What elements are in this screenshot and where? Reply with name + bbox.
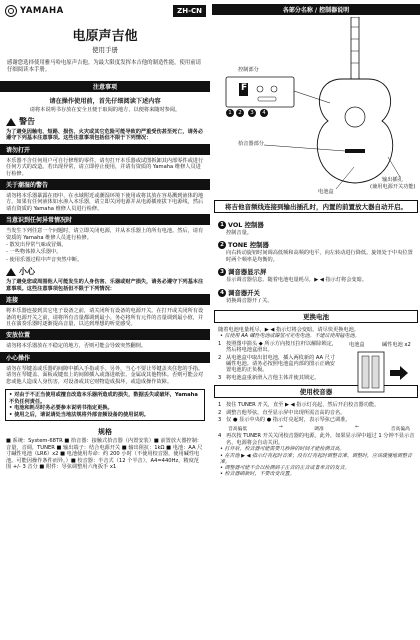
- safety-band: 注意事项: [0, 81, 210, 92]
- notice-item: • 对由于不正当使用或擅自改造本乐器所造成的损失，数据丢失或破坏，Yamaha 不负任何责任。: [9, 391, 198, 405]
- parts-intro: 将吉他音频线连接到输出插孔时，内置的前置放大器自动开启。: [214, 200, 418, 213]
- item-number: 2: [218, 241, 226, 249]
- guitar-diagram: [212, 17, 420, 197]
- item-text: 显示调音器信息。随着电池电量耗尽，▶ ◀ 指示灯将会变暗。: [226, 277, 367, 284]
- control-item-tuner: [212, 284, 420, 297]
- battery-box-label: 电池盒: [349, 341, 365, 348]
- scale-arrow-left: ←: [355, 425, 360, 431]
- tuning-scale: [212, 423, 420, 432]
- section-band: 关于潮湿的警告: [0, 179, 210, 190]
- step-text: 再次按 TUNER 开关关闭校音器的电源。此外，如果显示屏中超过 1 分钟不显示音名，电源将会自动关闭。: [226, 433, 415, 446]
- guitar-illustration: [212, 17, 420, 197]
- language-tag: ZH-CN: [173, 5, 206, 17]
- item-title: 调音器开关: [228, 288, 260, 297]
- control-section-label: 控制部分: [238, 67, 259, 73]
- item-number: 4: [218, 289, 226, 297]
- marker-2: 2: [236, 109, 244, 117]
- step-text: 将电池盒重新滑入吉他主体并使其锁定。: [226, 374, 320, 381]
- step-number: 2: [218, 409, 222, 416]
- caution-heading: [0, 263, 210, 277]
- step-text: 从电池盒中取出旧电池，插入两枚新的 AA 尺寸碱性电池。请务必按照电池盒内部的图示正确安置电池的正负极。: [226, 354, 336, 374]
- tuner-step: [212, 416, 420, 423]
- bullet-item: - 一些物体掉入乐器中。: [6, 249, 62, 256]
- item-title: VOL 控制器: [228, 221, 264, 229]
- tuner-note: • 校音器刷新时，不要改变设置。: [220, 471, 295, 478]
- scale-low: 音高偏低: [228, 427, 248, 433]
- tuner-band: 使用校音器: [214, 385, 418, 398]
- battery-step: [212, 374, 342, 381]
- step-number: 4: [218, 433, 222, 440]
- step-text: 调整吉他琴弦，直至显示屏中出现所需音高的音名。: [226, 409, 346, 416]
- jack-socket-label: 输出插孔: [382, 177, 403, 183]
- safety-box-title: 请在操作使用前，首先仔细阅读下述内容: [49, 98, 161, 105]
- control-item-tone: [212, 236, 420, 249]
- step-number: 1: [218, 402, 222, 409]
- section-band: 小心操作: [0, 352, 210, 363]
- scale-in-tune: 调准: [314, 427, 324, 433]
- battery-band: 更换电池: [214, 310, 418, 323]
- left-column: [0, 0, 210, 470]
- tuner-step: [212, 409, 420, 416]
- section-band: 请勿打开: [0, 144, 210, 155]
- notice-box: [5, 389, 205, 421]
- marker-4: 4: [260, 109, 268, 117]
- step-text: 按照图中箭头 ◆ 所示方向按压拉杆以解除锁定，然后将电池盒滑出。: [226, 340, 338, 354]
- section-text: 请勿在琴键盖或乐器的间隙中插入手指或手。另外，当心不要让琴键盖夹住您的手指。请勿在琴键盖、面板或键盘上的间隙插入或落进纸张、金属或其他物体。否则可能会对您或他人造成人身伤害，对设备或其它财物造成损坏，或造成操作故障。: [6, 365, 204, 385]
- header: [0, 0, 210, 19]
- step-number: 1: [218, 340, 222, 347]
- battery-step: [212, 354, 342, 374]
- page-title: 电原声吉他: [72, 29, 138, 44]
- tuner-note: • 调整器可能不会以检测到子正音的正音或者单音的发音。: [220, 465, 350, 472]
- item-text: 向右转动旋钮时间调高低频和高频的电平，向左转动进行降低。旋钮处于中央位置时两个频率是均衡的。: [226, 250, 413, 263]
- warning-lead: 为了避免因触电、短路、损伤、火灾或其它危险可能导致的严重受伤甚至死亡，请务必遵守下列基本注意事项。这些注意事项包括但不限于下列情况：: [6, 129, 204, 142]
- display-glyph: F: [241, 83, 248, 93]
- brand-name: YAMAHA: [20, 6, 64, 16]
- caution-lead: 为了避免您或周围他人可能发生的人身伤害、乐器或财产损失，请务必遵守下列基本注意事项。这些注意事项包括但不限于下列情况：: [6, 279, 204, 292]
- section-band: 连接: [0, 294, 210, 305]
- section-text: 本乐器不含任何用户可自行修理的零件。请勿打开本乐器或试图拆卸其内部零件或进行任何方式的改造。若出现异常，请立即停止使用，并请有资质的 Yamaha 维修人员进行检修。: [6, 157, 204, 177]
- parts-band: 各部分名称 / 控制器说明: [212, 4, 420, 15]
- control-item-vol: [212, 216, 420, 229]
- item-text: 控制音量。: [226, 230, 252, 236]
- item-title: 调音器显示屏: [228, 268, 267, 277]
- warning-label: 警告: [19, 117, 35, 126]
- battery-steps: [212, 340, 420, 381]
- page-subtitle: 使用手册: [92, 46, 118, 54]
- step-text: 按住 TUNER 开关，直至 ▶ ◀ 指示灯亮起，然后开启校音器功能。: [226, 402, 380, 409]
- tuner-step: [212, 432, 420, 446]
- battery-compartment-label: 电池盒: [318, 189, 334, 195]
- section-band: 当意识到任何异常情况时: [0, 214, 210, 225]
- step-number: 3: [218, 374, 222, 381]
- jack-socket-sublabel: (兼用电源开关功能): [370, 184, 416, 190]
- spec-text: ■ 系统：System-68TR ■ 拾音器：接触式拾音器（内置安装）■ 前置放大器控制：音量，音调，TUNER ■ 输出端子：结合电源开关 ■ 输出阻抗：1kΩ ■ 电池：AA 尺寸碱性电池（LR6）x2 ■ 电池使用寿命：约 200 小时（不使用校音器，使用碱性电池。可能因操作条件而异。）■ 校音器：半音式（12 个半音），A4=440Hz，精度范围 +/- 3 音分 ■ 附件：导弦调整用六角扳手 x1: [6, 438, 203, 470]
- tuner-step: [212, 401, 420, 408]
- intro-text: 感谢您选择使用雅马哈电原声吉他。为最大限度发挥本吉他的制造性能，使用前请仔细阅读本手册。: [7, 60, 202, 73]
- caution-triangle-icon: [6, 268, 16, 276]
- scale-high: 音高偏高: [390, 427, 410, 433]
- item-number: 1: [218, 221, 226, 229]
- yamaha-emblem-icon: [5, 5, 17, 17]
- warning-heading: [0, 113, 210, 127]
- battery-step: [212, 340, 342, 354]
- notice-item: • 使用之后，请说请处当地法规将外部音频设备的使用说明。: [9, 411, 149, 418]
- tuner-note: • 在吉他 ▶ ◀ 指示灯亮起时音准；没有灯亮起时调整音准。调整时，应该缓慢地调整音准。: [220, 452, 413, 465]
- brand-logo: [5, 5, 64, 17]
- marker-1: 1: [226, 109, 234, 117]
- battery-label: 碱性电池 x2: [382, 341, 411, 348]
- bullet-item: - 使用乐器过程中声音突然中断。: [6, 256, 83, 263]
- notice-item: • 电池和耗尽时务必要参本说明书指定更换。: [9, 405, 113, 412]
- safety-box-subtitle: 请将本说明书存放在安全且便于取阅的地方，以便将来随时参阅。: [29, 107, 181, 113]
- spec-title: 规格: [98, 428, 112, 437]
- step-text: 仅 ● 显示中央的 ● 指示灯亮起时，表示琴弦已调准。: [226, 416, 351, 423]
- item-text: 切换调音器开 / 关。: [226, 297, 273, 304]
- marker-3: 3: [248, 109, 256, 117]
- section-text: 请勿将本乐器暴露在雨中、在水域附近或潮湿环境下使用或将其放在容易溅到液体的地方。如果有任何液体如水渗入本乐器，请立即关闭电源并从电源插座拔下电源线，然后请有资质的 Yamaha 维修人员进行检修。: [6, 193, 204, 212]
- pickup-section-label: 拾音器部分: [238, 141, 264, 147]
- scale-arrow-right: →: [278, 425, 283, 431]
- right-column: [212, 0, 420, 478]
- step-number: 3: [218, 416, 222, 423]
- step-number: 2: [218, 354, 222, 361]
- item-number: 3: [218, 268, 226, 276]
- section-text: 将本乐器连接到其它电子设备之前，请关闭所有设备的电源开关。在打开或关闭所有设备的电源开关之前，请将所有音量都调到最小。务必将所有元件的音量调到最小值，并且在演奏乐器时逐渐提高音量，以达到理想的听觉感受。: [6, 308, 204, 327]
- warning-triangle-icon: [6, 118, 16, 126]
- section-text: 当发生下列任意一个问题时，请立即关闭电源，并从本乐器上的所有电池。然后，请有资质的 Yamaha 维修人员进行检修。: [6, 228, 204, 241]
- item-title: TONE 控制器: [228, 241, 269, 250]
- section-band: 安放位置: [0, 329, 210, 340]
- caution-label: 小心: [19, 267, 35, 277]
- control-item-display: [212, 263, 420, 276]
- tuner-note: • 打开后，校音器可能需要几秒钟的时间才能检测音高。: [220, 446, 345, 453]
- battery-note: • 仅使用 AA 碱性电池或镍氢可充电电池。不建议使用锰电池。: [220, 333, 360, 340]
- battery-intro: 随着电池电量耗尽，▶ ◀ 指示灯将会变暗。请尽快更换电池。: [218, 327, 359, 334]
- section-text: 请勿将本乐器放在不稳定的地方，否则可能会导致突然翻倒。: [6, 343, 147, 350]
- bullet-item: - 散发出异常气味或冒烟。: [6, 242, 67, 249]
